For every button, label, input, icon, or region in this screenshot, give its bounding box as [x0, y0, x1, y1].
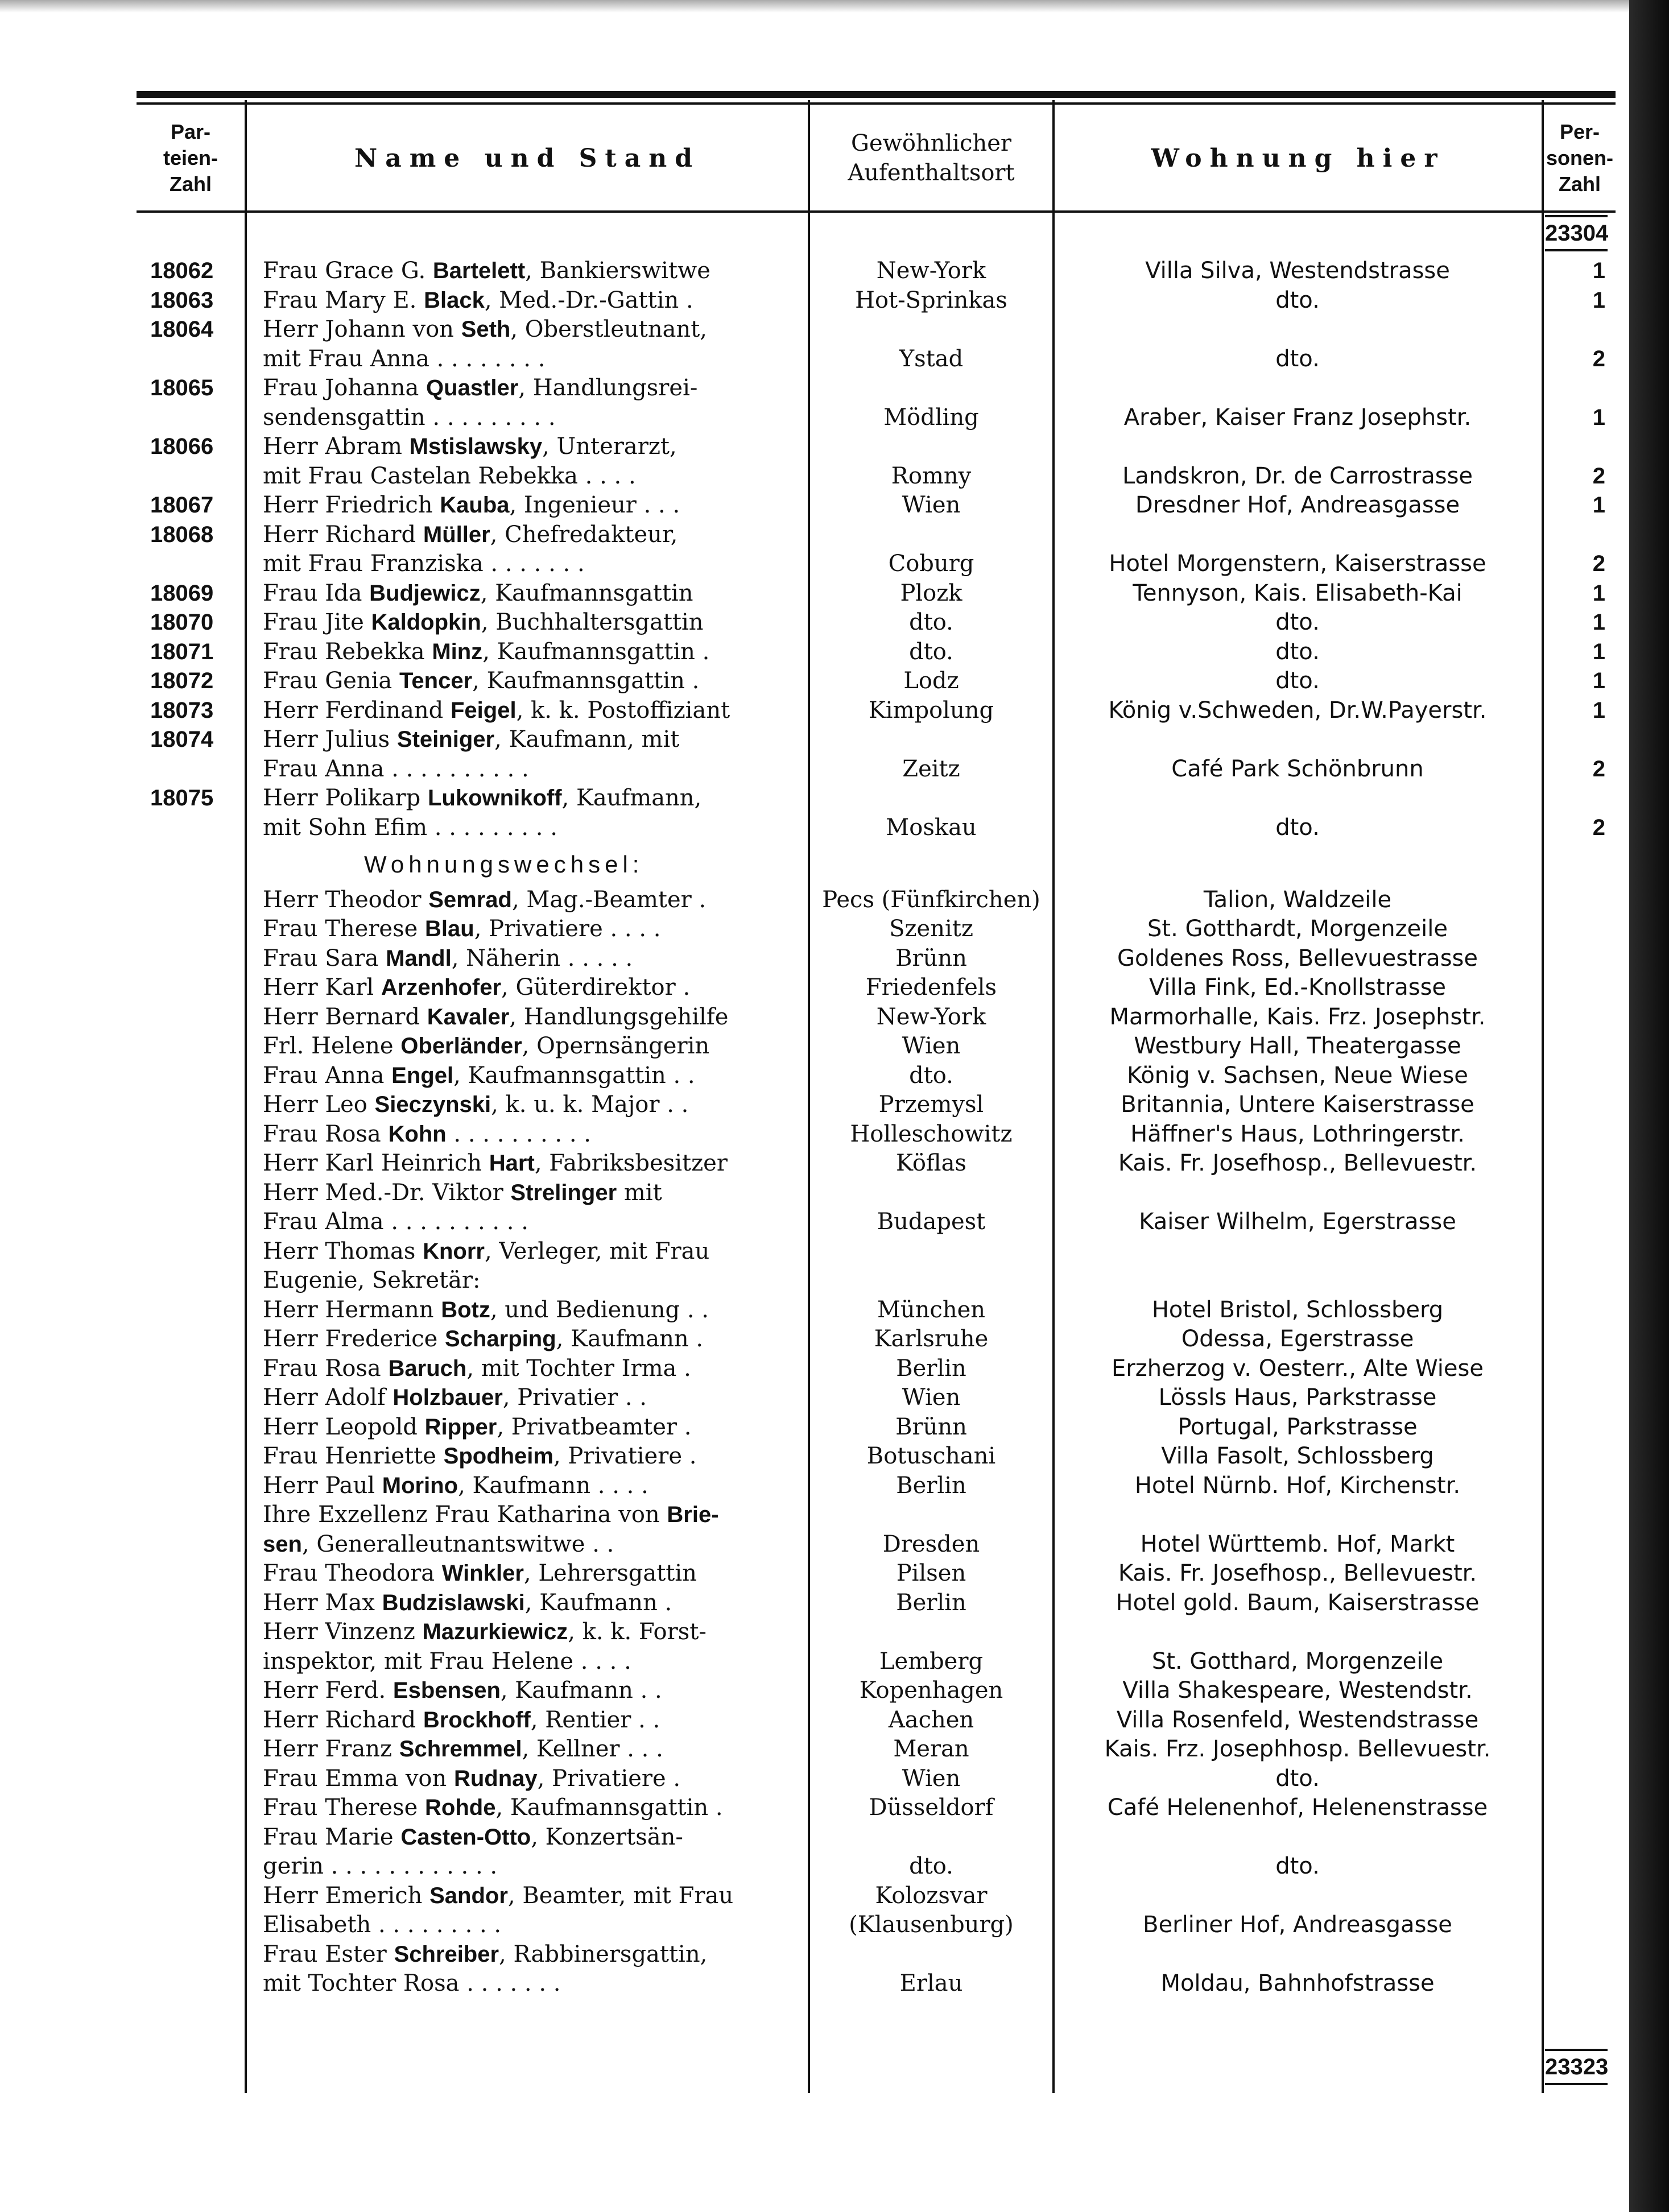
table-row: [137, 754, 1616, 784]
usual-residence: Erlau: [899, 1970, 963, 1996]
table-row: [137, 813, 1616, 842]
table-row: [137, 520, 1616, 549]
lodging-here: Hotel Bristol, Schlossberg: [1151, 1296, 1444, 1323]
lodging-here: Villa Silva, Westendstrasse: [1145, 258, 1450, 284]
guest-name: Frau Therese Rohde, Kaufmannsgattin .: [263, 1795, 723, 1821]
change-row: [137, 973, 1616, 1002]
table-row: [137, 490, 1616, 520]
change-row: [137, 1354, 1616, 1383]
change-row: [137, 1881, 1616, 1911]
lodging-here: dto.: [1275, 1765, 1320, 1792]
usual-residence: dto.: [909, 1062, 953, 1089]
table-row: [137, 578, 1616, 608]
guest-surname: Baruch: [388, 1355, 467, 1381]
usual-residence: Przemysl: [878, 1091, 984, 1118]
guest-surname: Bartelett: [432, 258, 526, 283]
guest-name: Frau Rosa Baruch, mit Tochter Irma .: [263, 1355, 691, 1382]
guest-surname: Minz: [432, 639, 483, 664]
guest-surname: Arzenhofer: [381, 975, 502, 1000]
table-row: [137, 607, 1616, 637]
lodging-here: St. Gotthardt, Morgenzeile: [1147, 916, 1448, 942]
party-number: 18070: [150, 610, 214, 635]
lodging-here: Erzherzog v. Oesterr., Alte Wiese: [1112, 1355, 1484, 1382]
lodging-here: Westbury Hall, Theatergasse: [1134, 1033, 1461, 1059]
guest-surname: Kavaler: [427, 1004, 510, 1029]
party-number: 18074: [150, 727, 214, 752]
guest-name: Herr Vinzenz Mazurkiewicz, k. k. Forst-: [263, 1619, 707, 1645]
lodging-here: Kais. Fr. Josefhosp., Bellevuestr.: [1118, 1150, 1477, 1176]
usual-residence: Szenitz: [889, 916, 973, 942]
usual-residence: New-York: [876, 258, 986, 284]
lodging-here: Café Helenenhof, Helenenstrasse: [1107, 1795, 1488, 1821]
lodging-here: Hotel Württemb. Hof, Markt: [1140, 1531, 1455, 1557]
table-row: [137, 549, 1616, 578]
guest-name: Herr Julius Steiniger, Kaufmann, mit: [263, 726, 680, 753]
usual-residence: Ystad: [899, 345, 964, 372]
usual-residence: Mödling: [883, 404, 979, 431]
lodging-here: Marmorhalle, Kais. Frz. Josephstr.: [1109, 1003, 1486, 1030]
table-row: [137, 256, 1616, 286]
table-row: [137, 666, 1616, 696]
guest-surname: Sandor: [429, 1883, 508, 1908]
lodging-here: Dresdner Hof, Andreasgasse: [1135, 492, 1460, 518]
guest-surname: Strelinger: [510, 1180, 617, 1205]
lodging-here: Landskron, Dr. de Carrostrasse: [1122, 462, 1473, 489]
header-person-count: Per- sonen- Zahl: [1546, 120, 1613, 196]
usual-residence: Botuschani: [866, 1443, 996, 1469]
lodging-here: Villa Fink, Ed.-Knollstrasse: [1149, 974, 1447, 1000]
guest-name: Herr Adolf Holzbauer, Privatier . .: [263, 1384, 647, 1411]
change-row: [137, 1588, 1616, 1618]
guest-name: Eugenie, Sekretär:: [263, 1267, 481, 1293]
lodging-here: dto.: [1275, 668, 1320, 694]
lodging-here: Villa Shakespeare, Westendstr.: [1122, 1677, 1473, 1704]
change-row: [137, 1734, 1616, 1764]
guest-surname: Botz: [441, 1297, 490, 1322]
guest-surname: Kohn: [388, 1121, 447, 1147]
carry-over-total: 23304: [1545, 215, 1608, 251]
party-number: 18073: [150, 697, 214, 723]
guest-surname: Seth: [461, 317, 511, 342]
change-row: [137, 1178, 1616, 1208]
lodging-here: Goldenes Ross, Bellevuestrasse: [1117, 945, 1478, 971]
guest-surname: Tencer: [399, 668, 473, 693]
usual-residence: Wien: [902, 1033, 961, 1059]
lodging-here: dto.: [1275, 638, 1320, 665]
guest-surname: Winkler: [441, 1561, 524, 1586]
usual-residence: Berlin: [896, 1472, 966, 1499]
guest-name: Frau Theodora Winkler, Lehrersgattin: [263, 1560, 697, 1586]
guest-name: Frau Johanna Quastler, Handlungsrei-: [263, 375, 698, 401]
lodging-here: Hotel gold. Baum, Kaiserstrasse: [1116, 1589, 1480, 1616]
page-right-edge: [1629, 0, 1669, 2212]
change-row: [137, 1558, 1616, 1588]
usual-residence: Hot-Sprinkas: [855, 287, 1007, 313]
change-row: [137, 1031, 1616, 1061]
guest-surname: Mandl: [386, 945, 452, 971]
usual-residence: Brünn: [895, 945, 967, 971]
guest-surname: Morino: [382, 1473, 458, 1498]
guest-surname: Schremmel: [399, 1736, 522, 1762]
table-row: [137, 637, 1616, 667]
guest-surname: Brockhoff: [423, 1707, 531, 1733]
change-row: [137, 1969, 1616, 1998]
party-number: 18069: [150, 580, 214, 606]
guest-name: Herr Thomas Knorr, Verleger, mit Frau: [263, 1238, 710, 1264]
guest-name: mit Sohn Efim . . . . . . . . .: [263, 814, 557, 841]
guest-name: Herr Karl Heinrich Hart, Fabriksbesitzer: [263, 1150, 728, 1176]
party-number: 18063: [150, 287, 214, 313]
lodging-here: König v.Schweden, Dr.W.Payerstr.: [1108, 697, 1487, 723]
party-number: 18068: [150, 522, 214, 547]
lodging-here: Odessa, Egerstrasse: [1181, 1326, 1414, 1352]
guest-name: Herr Leopold Ripper, Privatbeamter .: [263, 1413, 692, 1440]
guest-name: Herr Franz Schremmel, Kellner . . .: [263, 1736, 663, 1762]
guest-name: Frau Genia Tencer, Kaufmannsgattin .: [263, 668, 700, 694]
guest-name: mit Frau Anna . . . . . . . .: [263, 345, 546, 372]
change-row: [137, 1529, 1616, 1559]
usual-residence: Lodz: [903, 668, 959, 694]
change-row: [137, 1002, 1616, 1032]
usual-residence: Düsseldorf: [869, 1795, 994, 1821]
guest-name: Herr Ferdinand Feigel, k. k. Postoffiziant: [263, 697, 730, 723]
usual-residence: Dresden: [882, 1531, 980, 1557]
change-row: [137, 1119, 1616, 1149]
usual-residence: dto.: [909, 1853, 953, 1879]
change-row: [137, 1676, 1616, 1705]
usual-residence: Meran: [893, 1736, 969, 1762]
guest-name: Frau Ida Budjewicz, Kaufmannsgattin: [263, 580, 693, 606]
guest-name: Frau Rebekka Minz, Kaufmannsgattin .: [263, 638, 710, 665]
change-row: [137, 1207, 1616, 1237]
lodging-here: Kais. Frz. Josephhosp. Bellevuestr.: [1104, 1736, 1491, 1762]
lodging-here: Villa Fasolt, Schlossberg: [1161, 1443, 1434, 1469]
change-row: [137, 1441, 1616, 1471]
change-row: [137, 1822, 1616, 1852]
guest-name: Frau Marie Casten-Otto, Konzertsän-: [263, 1824, 683, 1850]
end-total: 23323: [1545, 2049, 1608, 2085]
guest-surname: Rudnay: [453, 1766, 538, 1791]
lodging-here: Britannia, Untere Kaiserstrasse: [1121, 1091, 1474, 1118]
table-row: [137, 725, 1616, 754]
guest-surname: Casten-Otto: [400, 1824, 531, 1850]
person-count: 2: [1592, 346, 1605, 371]
usual-residence: Aachen: [888, 1706, 974, 1733]
party-number: 18067: [150, 493, 214, 518]
lodging-here: Kais. Fr. Josefhosp., Bellevuestr.: [1118, 1560, 1477, 1586]
guest-name: Frau Alma . . . . . . . . . .: [263, 1209, 528, 1235]
party-number: 18072: [150, 668, 214, 693]
table-row: [137, 403, 1616, 432]
guest-name: Herr Richard Brockhoff, Rentier . .: [263, 1706, 660, 1733]
change-row: [137, 944, 1616, 973]
header-usual-residence: Gewöhnlicher Aufenthaltsort: [848, 130, 1015, 186]
usual-residence: (Klausenburg): [849, 1912, 1014, 1938]
guest-surname: sen: [263, 1531, 302, 1557]
lodging-here: St. Gotthard, Morgenzeile: [1151, 1648, 1444, 1674]
guest-name: Frau Emma von Rudnay, Privatiere .: [263, 1765, 681, 1792]
usual-residence: dto.: [909, 638, 953, 665]
table-row: [137, 286, 1616, 315]
change-row: [137, 1324, 1616, 1354]
guest-surname: Kaldopkin: [371, 610, 481, 635]
usual-residence: Pilsen: [896, 1560, 966, 1586]
guest-surname: Lukownikoff: [428, 785, 562, 811]
person-count: 1: [1592, 610, 1605, 635]
person-count: 1: [1592, 493, 1605, 518]
guest-name: Herr Friedrich Kauba, Ingenieur . . .: [263, 492, 680, 518]
party-number: 18071: [150, 639, 214, 664]
guest-name: mit Frau Franziska . . . . . . .: [263, 551, 585, 577]
usual-residence: Kimpolung: [868, 697, 994, 723]
table-row: [137, 783, 1616, 813]
guest-name: mit Frau Castelan Rebekka . . . .: [263, 462, 636, 489]
change-row: [137, 1617, 1616, 1647]
usual-residence: Berlin: [896, 1589, 966, 1616]
usual-residence: Romny: [891, 462, 972, 489]
guest-name: Ihre Exzellenz Frau Katharina von Brie-: [263, 1502, 719, 1528]
lodging-here: Lössls Haus, Parkstrasse: [1158, 1384, 1437, 1411]
change-row: [137, 1237, 1616, 1266]
guest-name: Herr Med.-Dr. Viktor Strelinger mit: [263, 1179, 662, 1206]
guest-surname: Hart: [489, 1151, 535, 1176]
guest-surname: Holzbauer: [393, 1385, 503, 1410]
person-count: 2: [1592, 463, 1605, 489]
person-count: 1: [1592, 258, 1605, 283]
person-count: 1: [1592, 639, 1605, 664]
guest-name: Frl. Helene Oberländer, Opernsängerin: [263, 1033, 710, 1059]
person-count: 2: [1592, 814, 1605, 840]
guest-surname: Scharping: [445, 1326, 556, 1351]
guest-surname: Budjewicz: [369, 580, 481, 606]
usual-residence: Berlin: [896, 1355, 966, 1382]
party-number: 18064: [150, 317, 214, 342]
change-row: [137, 1090, 1616, 1119]
party-number: 18065: [150, 375, 214, 400]
header-name-status: Name und Stand: [354, 143, 701, 173]
change-row: [137, 1061, 1616, 1090]
usual-residence: Wien: [902, 1384, 961, 1411]
guest-surname: Budzislawski: [382, 1590, 525, 1615]
change-row: [137, 1148, 1616, 1178]
lodging-here: Villa Rosenfeld, Westendstrasse: [1116, 1706, 1479, 1733]
usual-residence: Wien: [902, 1765, 961, 1792]
usual-residence: Plozk: [900, 580, 962, 606]
guest-surname: Rohde: [425, 1795, 496, 1820]
usual-residence: Budapest: [877, 1209, 986, 1235]
guest-name: Frau Jite Kaldopkin, Buchhaltersgattin: [263, 609, 704, 635]
guest-name: Herr Abram Mstislawsky, Unterarzt,: [263, 433, 677, 460]
guest-surname: Mazurkiewicz: [422, 1619, 568, 1644]
guest-name: inspektor, mit Frau Helene . . . .: [263, 1648, 631, 1674]
guest-name: Herr Frederice Scharping, Kaufmann .: [263, 1326, 704, 1352]
section-title-change-of-residence: Wohnungswechsel:: [364, 851, 644, 878]
usual-residence: Lemberg: [879, 1648, 984, 1674]
person-count: 1: [1592, 404, 1605, 430]
guest-name: Herr Emerich Sandor, Beamter, mit Frau: [263, 1882, 734, 1909]
person-count: 2: [1592, 756, 1605, 782]
guest-name: Herr Hermann Botz, und Bedienung . .: [263, 1296, 709, 1323]
guest-name: Frau Mary E. Black, Med.-Dr.-Gattin .: [263, 287, 693, 313]
guest-name: gerin . . . . . . . . . . . .: [263, 1853, 498, 1879]
guest-name: Herr Theodor Semrad, Mag.-Beamter .: [263, 886, 707, 913]
change-row: [137, 885, 1616, 915]
guest-name: Elisabeth . . . . . . . . .: [263, 1912, 502, 1938]
guest-name: sen, Generalleutnantswitwe . .: [263, 1531, 614, 1557]
guest-surname: Engel: [391, 1062, 454, 1088]
change-row: [137, 1910, 1616, 1940]
guest-surname: Kauba: [440, 493, 510, 518]
page-top-shadow: [0, 0, 1669, 13]
guest-surname: Steiniger: [396, 727, 495, 752]
usual-residence: Kopenhagen: [859, 1677, 1003, 1704]
guest-name: Herr Bernard Kavaler, Handlungsgehilfe: [263, 1003, 729, 1030]
table-top-rule-thin: [137, 102, 1616, 105]
change-row: [137, 914, 1616, 944]
usual-residence: Zeitz: [902, 755, 960, 782]
guest-surname: Schreiber: [394, 1941, 499, 1967]
party-number: 18066: [150, 434, 214, 459]
usual-residence: Pecs (Fünfkirchen): [822, 886, 1040, 913]
lodging-here: Moldau, Bahnhofstrasse: [1160, 1970, 1435, 1996]
header-rule: [137, 210, 1616, 213]
change-row: [137, 1471, 1616, 1500]
person-count: 1: [1592, 287, 1605, 313]
lodging-here: Berliner Hof, Andreasgasse: [1143, 1912, 1452, 1938]
lodging-here: Hotel Morgenstern, Kaiserstrasse: [1109, 551, 1486, 577]
guest-surname: Müller: [423, 522, 490, 547]
usual-residence: Köflas: [896, 1150, 966, 1176]
usual-residence: Friedenfels: [865, 974, 997, 1000]
header-party-count: Par- teien- Zahl: [163, 120, 218, 196]
lodging-here: Talion, Waldzeile: [1203, 886, 1392, 913]
guest-name: Frau Sara Mandl, Näherin . . . . .: [263, 945, 633, 971]
guest-name: sendensgattin . . . . . . . . .: [263, 404, 556, 431]
lodging-here: dto.: [1275, 1853, 1320, 1879]
lodging-here: Portugal, Parkstrasse: [1178, 1413, 1418, 1440]
change-row: [137, 1266, 1616, 1295]
guest-name: Frau Rosa Kohn . . . . . . . . . .: [263, 1121, 591, 1147]
guest-surname: Spodheim: [443, 1444, 553, 1469]
lodging-here: dto.: [1275, 345, 1320, 372]
guest-name: mit Tochter Rosa . . . . . . .: [263, 1970, 561, 1996]
change-row: [137, 1412, 1616, 1442]
table-row: [137, 461, 1616, 491]
lodging-here: Häffner's Haus, Lothringerstr.: [1130, 1121, 1465, 1147]
guest-surname: Esbensen: [393, 1678, 501, 1703]
guest-name: Herr Max Budzislawski, Kaufmann .: [263, 1589, 672, 1616]
guest-name: Frau Therese Blau, Privatiere . . . .: [263, 916, 661, 942]
header-lodging-here: Wohnung hier: [1151, 143, 1445, 173]
usual-residence: Moskau: [886, 814, 977, 841]
usual-residence: Karlsruhe: [874, 1326, 989, 1352]
guest-surname: Oberländer: [400, 1033, 522, 1059]
person-count: 1: [1592, 668, 1605, 693]
guest-surname: Feigel: [450, 697, 517, 723]
lodging-here: dto.: [1275, 287, 1320, 313]
table-row: [137, 696, 1616, 725]
person-count: 2: [1592, 551, 1605, 576]
guest-name: Herr Richard Müller, Chefredakteur,: [263, 521, 678, 548]
guest-surname: Semrad: [428, 887, 512, 912]
table-row: [137, 432, 1616, 461]
guest-surname: Sieczynski: [374, 1092, 491, 1117]
person-count: 1: [1592, 580, 1605, 606]
change-row: [137, 1705, 1616, 1735]
change-row: [137, 1764, 1616, 1793]
usual-residence: dto.: [909, 609, 953, 635]
usual-residence: Wien: [902, 492, 961, 518]
guest-name: Herr Leo Sieczynski, k. u. k. Major . .: [263, 1091, 689, 1118]
usual-residence: Coburg: [888, 551, 974, 577]
lodging-here: Tennyson, Kais. Elisabeth-Kai: [1133, 580, 1463, 606]
person-count: 1: [1592, 697, 1605, 723]
lodging-here: dto.: [1275, 814, 1320, 841]
guest-surname: Black: [424, 287, 485, 313]
change-row: [137, 1647, 1616, 1676]
guest-surname: Ripper: [424, 1414, 497, 1440]
table-top-rule: [137, 91, 1616, 98]
change-row: [137, 1793, 1616, 1822]
guest-name: Frau Anna . . . . . . . . . .: [263, 755, 529, 782]
change-row: [137, 1940, 1616, 1969]
table-row: [137, 373, 1616, 403]
table-row: [137, 344, 1616, 374]
guest-name: Herr Ferd. Esbensen, Kaufmann . .: [263, 1677, 662, 1704]
guest-surname: Quastler: [426, 375, 519, 400]
lodging-here: Hotel Nürnb. Hof, Kirchenstr.: [1134, 1472, 1461, 1499]
change-row: [137, 1851, 1616, 1881]
usual-residence: Brünn: [895, 1413, 967, 1440]
guest-name: Frau Henriette Spodheim, Privatiere .: [263, 1443, 697, 1469]
change-row: [137, 1383, 1616, 1412]
guest-surname: Brie-: [667, 1502, 719, 1527]
lodging-here: dto.: [1275, 609, 1320, 635]
usual-residence: München: [877, 1296, 986, 1323]
guest-name: Herr Johann von Seth, Oberstleutnant,: [263, 316, 708, 342]
guest-name: Frau Ester Schreiber, Rabbinersgattin,: [263, 1941, 708, 1967]
change-row: [137, 1295, 1616, 1325]
guest-list-table: [137, 91, 1616, 2093]
lodging-here: Café Park Schönbrunn: [1171, 755, 1424, 782]
usual-residence: Holleschowitz: [850, 1121, 1013, 1147]
guest-name: Frau Anna Engel, Kaufmannsgattin . .: [263, 1062, 695, 1089]
usual-residence: New-York: [876, 1003, 986, 1030]
guest-name: Frau Grace G. Bartelett, Bankierswitwe: [263, 258, 710, 284]
lodging-here: Araber, Kaiser Franz Josephstr.: [1123, 404, 1472, 431]
party-number: 18062: [150, 258, 214, 283]
lodging-here: König v. Sachsen, Neue Wiese: [1127, 1062, 1468, 1089]
guest-name: Herr Polikarp Lukownikoff, Kaufmann,: [263, 785, 702, 811]
guest-name: Herr Paul Morino, Kaufmann . . . .: [263, 1472, 648, 1499]
guest-surname: Blau: [425, 916, 474, 941]
lodging-here: Kaiser Wilhelm, Egerstrasse: [1139, 1209, 1456, 1235]
usual-residence: Kolozsvar: [875, 1882, 988, 1909]
guest-surname: Mstislawsky: [409, 434, 543, 459]
table-row: [137, 315, 1616, 344]
party-number: 18075: [150, 785, 214, 811]
guest-surname: Knorr: [423, 1238, 485, 1264]
guest-name: Herr Karl Arzenhofer, Güterdirektor .: [263, 974, 691, 1000]
change-row: [137, 1500, 1616, 1529]
